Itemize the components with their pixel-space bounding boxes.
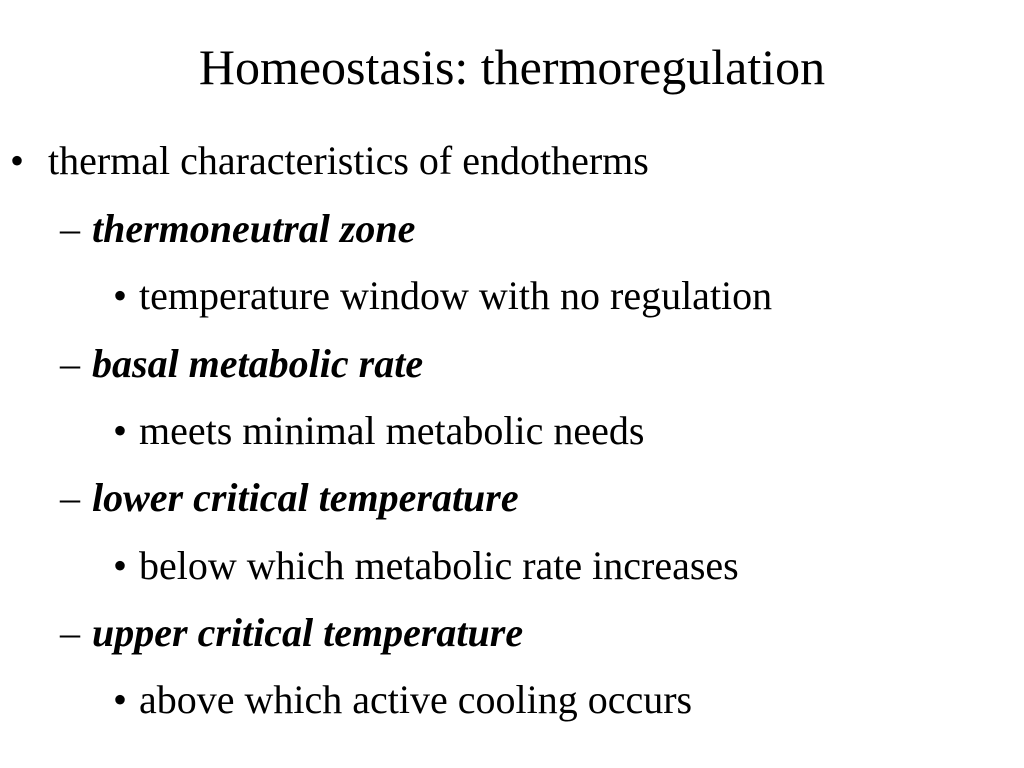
term-item	[60, 473, 519, 523]
bullet-topic	[10, 136, 649, 186]
topic-text: thermal characteristics of endotherms	[48, 138, 649, 183]
definition-item	[113, 675, 692, 725]
term-upper-critical-temperature: upper critical temperature	[92, 610, 524, 655]
term-lower-critical-temperature: lower critical temperature	[92, 475, 519, 520]
bullet-icon: •	[10, 138, 25, 183]
dash-icon: –	[60, 206, 80, 251]
definition-upper-critical-temperature: above which active cooling occurs	[139, 677, 693, 722]
definition-basal-metabolic-rate: meets minimal metabolic needs	[139, 408, 645, 453]
definition-item	[113, 541, 739, 591]
dash-icon: –	[60, 341, 80, 386]
term-basal-metabolic-rate: basal metabolic rate	[92, 341, 424, 386]
bullet-icon: •	[113, 677, 128, 722]
dash-icon: –	[60, 610, 80, 655]
definition-item	[113, 406, 644, 456]
definition-item	[113, 271, 772, 321]
bullet-icon: •	[113, 543, 128, 588]
definition-lower-critical-temperature: below which metabolic rate increases	[139, 543, 739, 588]
term-thermoneutral-zone: thermoneutral zone	[92, 206, 416, 251]
definition-thermoneutral-zone: temperature window with no regulation	[139, 273, 773, 318]
term-item	[60, 339, 423, 389]
dash-icon: –	[60, 475, 80, 520]
term-item	[60, 608, 523, 658]
bullet-icon: •	[113, 408, 128, 453]
slide-title: Homeostasis: thermoregulation	[198, 39, 826, 95]
term-item	[60, 204, 415, 254]
bullet-icon: •	[113, 273, 128, 318]
